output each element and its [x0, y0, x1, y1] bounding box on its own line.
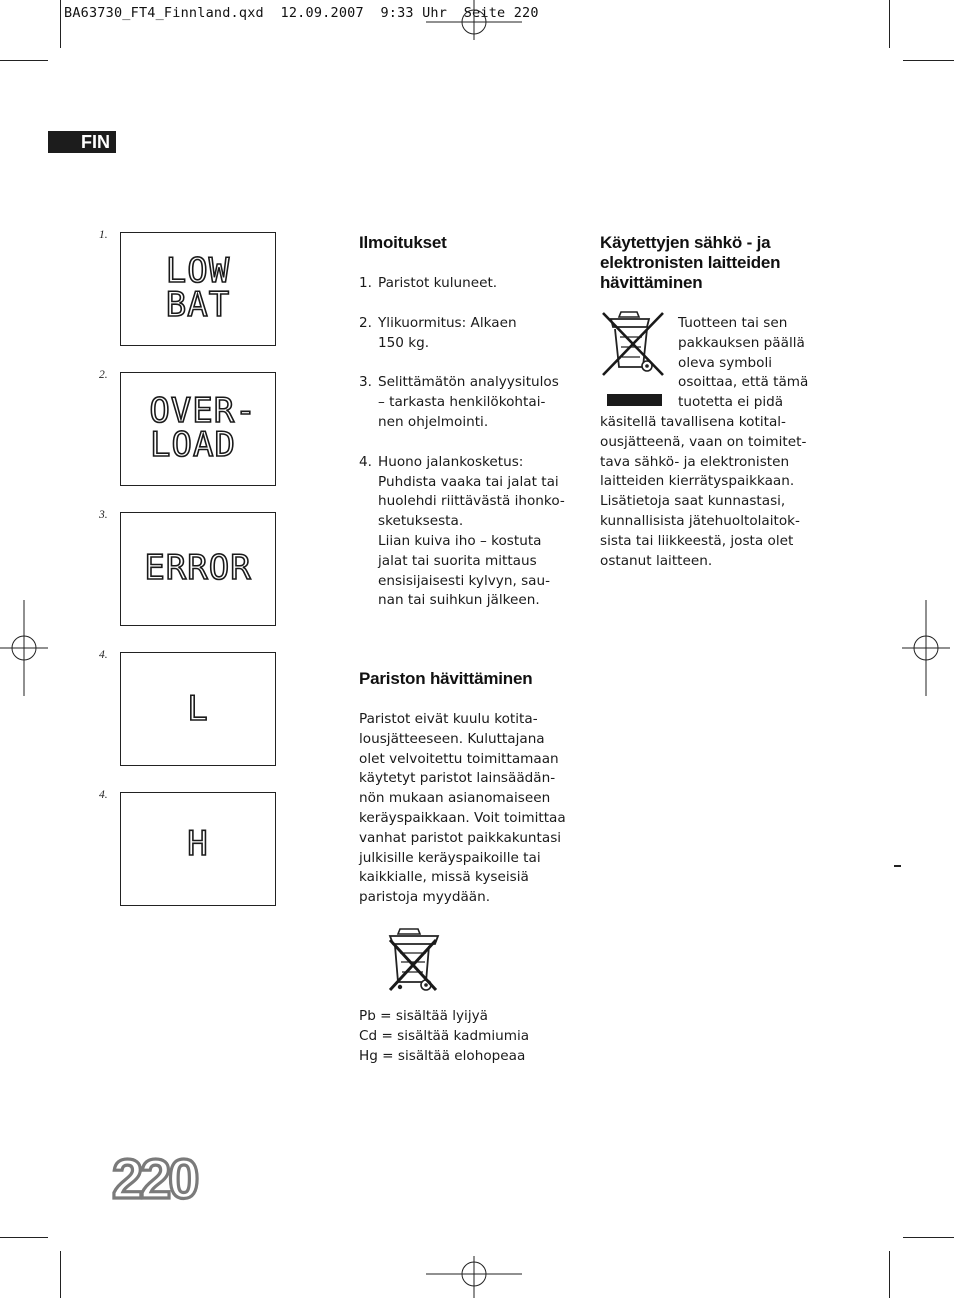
- paragraph-line: kaikkialle, missä kyseisiä: [359, 869, 529, 886]
- chemical-list: [359, 1007, 579, 1066]
- item-text: sketuksesta.: [378, 513, 464, 530]
- lcd-line: ERROR: [144, 548, 252, 588]
- paragraph-line: lousjätteeseen. Kuluttajana: [359, 730, 545, 747]
- lcd-display-overload: [120, 372, 276, 486]
- item-text: jalat tai suorita mittaus: [378, 552, 537, 569]
- paragraph-line: ostanut laitteen.: [600, 552, 713, 569]
- heading-line: elektronisten laitteiden: [600, 253, 781, 272]
- language-tab: FIN: [48, 131, 116, 153]
- paragraph-line: paristoja myydään.: [359, 889, 491, 906]
- item-number: 2.: [359, 314, 372, 331]
- figure-number: 2.: [99, 369, 108, 381]
- item-text: Paristot kuluneet.: [378, 275, 498, 291]
- weee-side-text: [678, 314, 828, 413]
- paragraph-line: nön mukaan asianomaiseen: [359, 790, 551, 807]
- crossed-bin-icon: [601, 309, 667, 407]
- paragraph-line: laitteiden kierrätyspaikkaan.: [600, 473, 795, 490]
- lcd-line: BAT: [165, 285, 231, 325]
- pariston-section: [359, 669, 579, 908]
- crossed-bin-icon: [386, 926, 442, 994]
- list-item: [359, 314, 579, 354]
- pariston-paragraph: [359, 710, 579, 908]
- item-text: nen ohjelmointi.: [378, 413, 489, 430]
- section-heading: Ilmoitukset: [359, 233, 447, 252]
- item-number: 4.: [359, 453, 372, 470]
- item-text: Ylikuormitus: Alkaen: [378, 314, 517, 331]
- figure-number: 4.: [99, 649, 108, 661]
- paragraph-line: kunnallisista jätehuoltolaitok-: [600, 512, 800, 529]
- list-item: [359, 274, 579, 294]
- registration-mark-icon: [0, 600, 48, 696]
- lcd-display-h: [120, 792, 276, 906]
- paragraph-line: keräyspaikkaan. Voit toimittaa: [359, 809, 566, 826]
- paragraph-line: ousjätteenä, vaan on toimitet-: [600, 433, 807, 450]
- registration-mark-icon: [426, 0, 522, 40]
- item-text: Puhdista vaaka tai jalat tai: [378, 473, 559, 490]
- paragraph-line: Tuotteen tai sen: [678, 315, 788, 331]
- page-number: 220: [112, 1147, 197, 1210]
- lcd-line: LOW: [165, 251, 231, 291]
- section-heading: Pariston hävittäminen: [359, 669, 533, 688]
- item-number: 1.: [359, 275, 372, 291]
- slug-line: BA63730_FT4_Finnland.qxd 12.09.2007 9:33 Uhr Seite 220: [64, 5, 539, 21]
- figure-number: 1.: [99, 229, 108, 241]
- registration-mark-icon: [902, 600, 950, 696]
- lcd-line: L: [187, 689, 209, 729]
- paragraph-line: tuotetta ei pidä: [678, 394, 784, 411]
- paragraph-line: olet velvoitettu toimittamaan: [359, 750, 559, 767]
- paragraph-line: vanhat paristot paikkakuntasi: [359, 829, 562, 846]
- section-heading: [600, 233, 830, 293]
- weee-section: [600, 233, 830, 293]
- registration-mark-icon: [426, 1256, 522, 1298]
- weee-paragraph: [600, 413, 830, 571]
- item-text: Liian kuiva iho – kostuta: [378, 532, 542, 549]
- item-text: huolehdi riittävästä ihonko-: [378, 493, 565, 510]
- paragraph-line: sista tai liikkeestä, josta olet: [600, 532, 794, 549]
- figure-number: 3.: [99, 509, 108, 521]
- item-text: nan tai suihkun jälkeen.: [378, 592, 540, 609]
- lcd-display-l: [120, 652, 276, 766]
- lcd-display-error: [120, 512, 276, 626]
- lcd-line: H: [187, 824, 209, 864]
- item-text: Selittämätön analyysitulos: [378, 374, 559, 391]
- small-dash: [894, 865, 901, 867]
- chemical-item: Cd = sisältää kadmiumia: [359, 1027, 530, 1044]
- paragraph-line: käytetyt paristot lainsäädän-: [359, 770, 556, 787]
- list-item: [359, 373, 579, 432]
- chemical-item: Hg = sisältää elohopeaa: [359, 1047, 526, 1064]
- lcd-line: OVER-: [149, 391, 257, 431]
- chemical-item: Pb = sisältää lyijyä: [359, 1008, 488, 1024]
- item-text: 150 kg.: [378, 334, 430, 351]
- item-number: 3.: [359, 374, 372, 391]
- ilmoitukset-section: [359, 233, 579, 611]
- paragraph-line: oleva symboli: [678, 354, 773, 371]
- lcd-display-low-bat: [120, 232, 276, 346]
- paragraph-line: pakkauksen päällä: [678, 334, 805, 351]
- paragraph-line: osoittaa, että tämä: [678, 374, 809, 391]
- heading-line: hävittäminen: [600, 273, 703, 292]
- paragraph-line: Lisätietoja saat kunnastasi,: [600, 493, 786, 510]
- item-text: ensisijaisesti kylvyn, sau-: [378, 572, 551, 589]
- paragraph-line: julkisille keräyspaikoille tai: [359, 849, 541, 866]
- paragraph-line: tava sähkö- ja elektronisten: [600, 453, 790, 470]
- item-text: – tarkasta henkilökohtai-: [378, 394, 546, 411]
- paragraph-line: Paristot eivät kuulu kotita-: [359, 711, 538, 727]
- figure-number: 4.: [99, 789, 108, 801]
- item-text: Huono jalankosketus:: [378, 453, 524, 470]
- list-item: [359, 453, 579, 611]
- paragraph-line: käsitellä tavallisena kotital-: [600, 414, 786, 430]
- heading-line: Käytettyjen sähkö - ja: [600, 233, 771, 252]
- lcd-line: LOAD: [150, 425, 236, 465]
